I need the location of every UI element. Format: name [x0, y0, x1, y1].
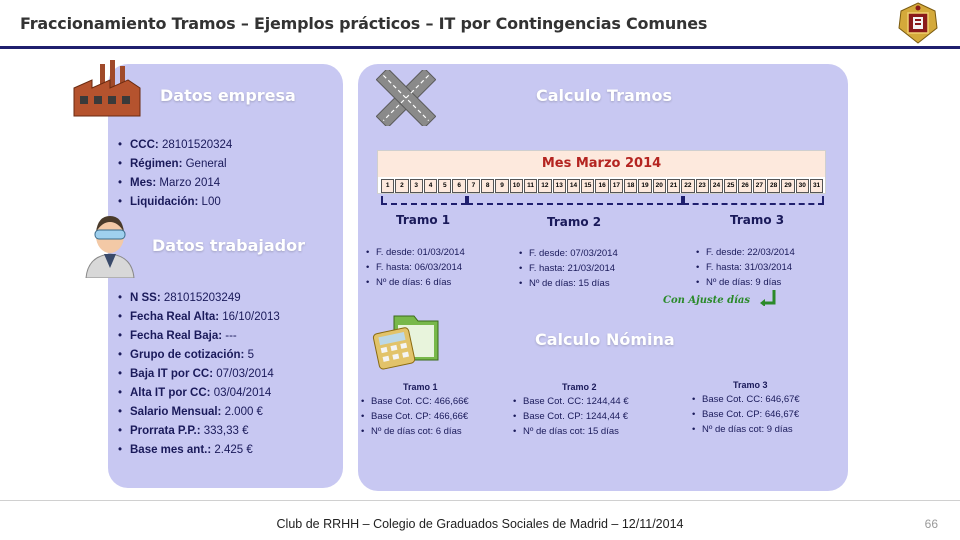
list-item: • Nº de días cot: 9 días [692, 422, 800, 437]
nomina-tramo-2-label: Tramo 2 [562, 382, 597, 392]
calendar-day: 28 [767, 179, 780, 193]
empresa-heading: Datos empresa [160, 86, 296, 105]
calendar-day: 4 [424, 179, 437, 193]
trabajador-list [118, 289, 280, 460]
calendar-day: 16 [595, 179, 608, 193]
tramos-heading: Calculo Tramos [536, 86, 672, 105]
tramo-2-label: Tramo 2 [547, 215, 602, 229]
list-item: • F. hasta: 06/03/2014 [366, 260, 465, 275]
calendar-day: 31 [810, 179, 823, 193]
calendar-day: 26 [738, 179, 751, 193]
footer-text: Club de RRHH – Colegio de Graduados Sociales de Madrid – 12/11/2014 [276, 517, 684, 531]
calendar-day: 22 [681, 179, 694, 193]
list-item: • Régimen: General [118, 155, 232, 174]
calendar-day: 7 [467, 179, 480, 193]
list-item: • Base Cot. CP: 646,67€ [692, 407, 800, 422]
list-item: • N SS: 281015203249 [118, 289, 280, 308]
calendar-day: 30 [796, 179, 809, 193]
nomina-tramo-3-details [692, 392, 800, 437]
list-item: • Fecha Real Alta: 16/10/2013 [118, 308, 280, 327]
calendar-days [381, 179, 824, 193]
list-item: • Nº de días: 6 días [366, 275, 465, 290]
calendar-day: 19 [638, 179, 651, 193]
calendar-day: 9 [495, 179, 508, 193]
calendar-table [377, 150, 826, 194]
list-item: • F. desde: 07/03/2014 [519, 246, 618, 261]
list-item: • Base mes ant.: 2.425 € [118, 441, 280, 460]
calendar-day: 18 [624, 179, 637, 193]
list-item: • Baja IT por CC: 07/03/2014 [118, 365, 280, 384]
nomina-tramo-1-label: Tramo 1 [403, 382, 438, 392]
calendar-title: Mes Marzo 2014 [378, 151, 825, 177]
list-item: • Base Cot. CP: 1244,44 € [513, 409, 629, 424]
list-item: • F. hasta: 21/03/2014 [519, 261, 618, 276]
calendar-day: 5 [438, 179, 451, 193]
list-item: • Base Cot. CC: 1244,44 € [513, 394, 629, 409]
calendar-day: 25 [724, 179, 737, 193]
list-item: • Alta IT por CC: 03/04/2014 [118, 384, 280, 403]
nomina-tramo-1-details [361, 394, 469, 439]
calendar-day: 29 [781, 179, 794, 193]
page-number: 66 [924, 517, 938, 531]
calendar-day: 27 [753, 179, 766, 193]
list-item: • F. hasta: 31/03/2014 [696, 260, 795, 275]
list-item: • Base Cot. CP: 466,66€ [361, 409, 469, 424]
calendar-day: 14 [567, 179, 580, 193]
list-item: • Grupo de cotización: 5 [118, 346, 280, 365]
list-item: • Fecha Real Baja: --- [118, 327, 280, 346]
calendar-day: 3 [410, 179, 423, 193]
list-item: • Base Cot. CC: 646,67€ [692, 392, 800, 407]
list-item: • Nº de días cot: 6 días [361, 424, 469, 439]
list-item: • F. desde: 01/03/2014 [366, 245, 465, 260]
calendar-day: 13 [553, 179, 566, 193]
tramo-2-brace [467, 196, 683, 205]
calculator-folder-icon [372, 312, 442, 370]
list-item: • F. desde: 22/03/2014 [696, 245, 795, 260]
list-item: • Prorrata P.P.: 333,33 € [118, 422, 280, 441]
calendar-day: 6 [452, 179, 465, 193]
calendar-day: 1 [381, 179, 394, 193]
ajuste-note: Con Ajuste días [663, 295, 751, 306]
trabajador-heading: Datos trabajador [152, 236, 306, 255]
crest-icon [897, 2, 939, 44]
list-item: • Salario Mensual: 2.000 € [118, 403, 280, 422]
list-item: • Mes: Marzo 2014 [118, 174, 232, 193]
list-item: • Liquidación: L00 [118, 193, 232, 212]
calendar-day: 12 [538, 179, 551, 193]
list-item: • Base Cot. CC: 466,66€ [361, 394, 469, 409]
calendar-day: 24 [710, 179, 723, 193]
factory-icon [70, 58, 144, 120]
list-item: • Nº de días: 9 días [696, 275, 795, 290]
tramo-2-details [519, 246, 618, 291]
empresa-list [118, 136, 232, 212]
calendar-day: 8 [481, 179, 494, 193]
calendar-day: 21 [667, 179, 680, 193]
header-rule [0, 46, 960, 49]
calendar-day: 23 [696, 179, 709, 193]
nomina-tramo-3-label: Tramo 3 [733, 380, 768, 390]
crossroads-icon [376, 70, 436, 126]
worker-icon [80, 210, 140, 278]
slide-title: Fraccionamiento Tramos – Ejemplos prácticos – IT por Contingencias Comunes [20, 14, 708, 33]
footer-rule [0, 500, 960, 501]
nomina-heading: Calculo Nómina [535, 330, 675, 349]
list-item: • Nº de días: 15 días [519, 276, 618, 291]
tramo-3-label: Tramo 3 [730, 213, 785, 227]
tramo-1-details [366, 245, 465, 290]
nomina-tramo-2-details [513, 394, 629, 439]
tramo-3-brace [683, 196, 824, 205]
list-item: • Nº de días cot: 15 días [513, 424, 629, 439]
calendar-day: 11 [524, 179, 537, 193]
list-item: • CCC: 28101520324 [118, 136, 232, 155]
calendar-day: 2 [395, 179, 408, 193]
calendar-day: 20 [653, 179, 666, 193]
calendar-day: 10 [510, 179, 523, 193]
calendar-day: 17 [610, 179, 623, 193]
return-arrow-icon [760, 290, 778, 306]
tramo-3-details [696, 245, 795, 290]
calendar-day: 15 [581, 179, 594, 193]
tramo-1-label: Tramo 1 [396, 213, 451, 227]
tramo-1-brace [381, 196, 467, 205]
